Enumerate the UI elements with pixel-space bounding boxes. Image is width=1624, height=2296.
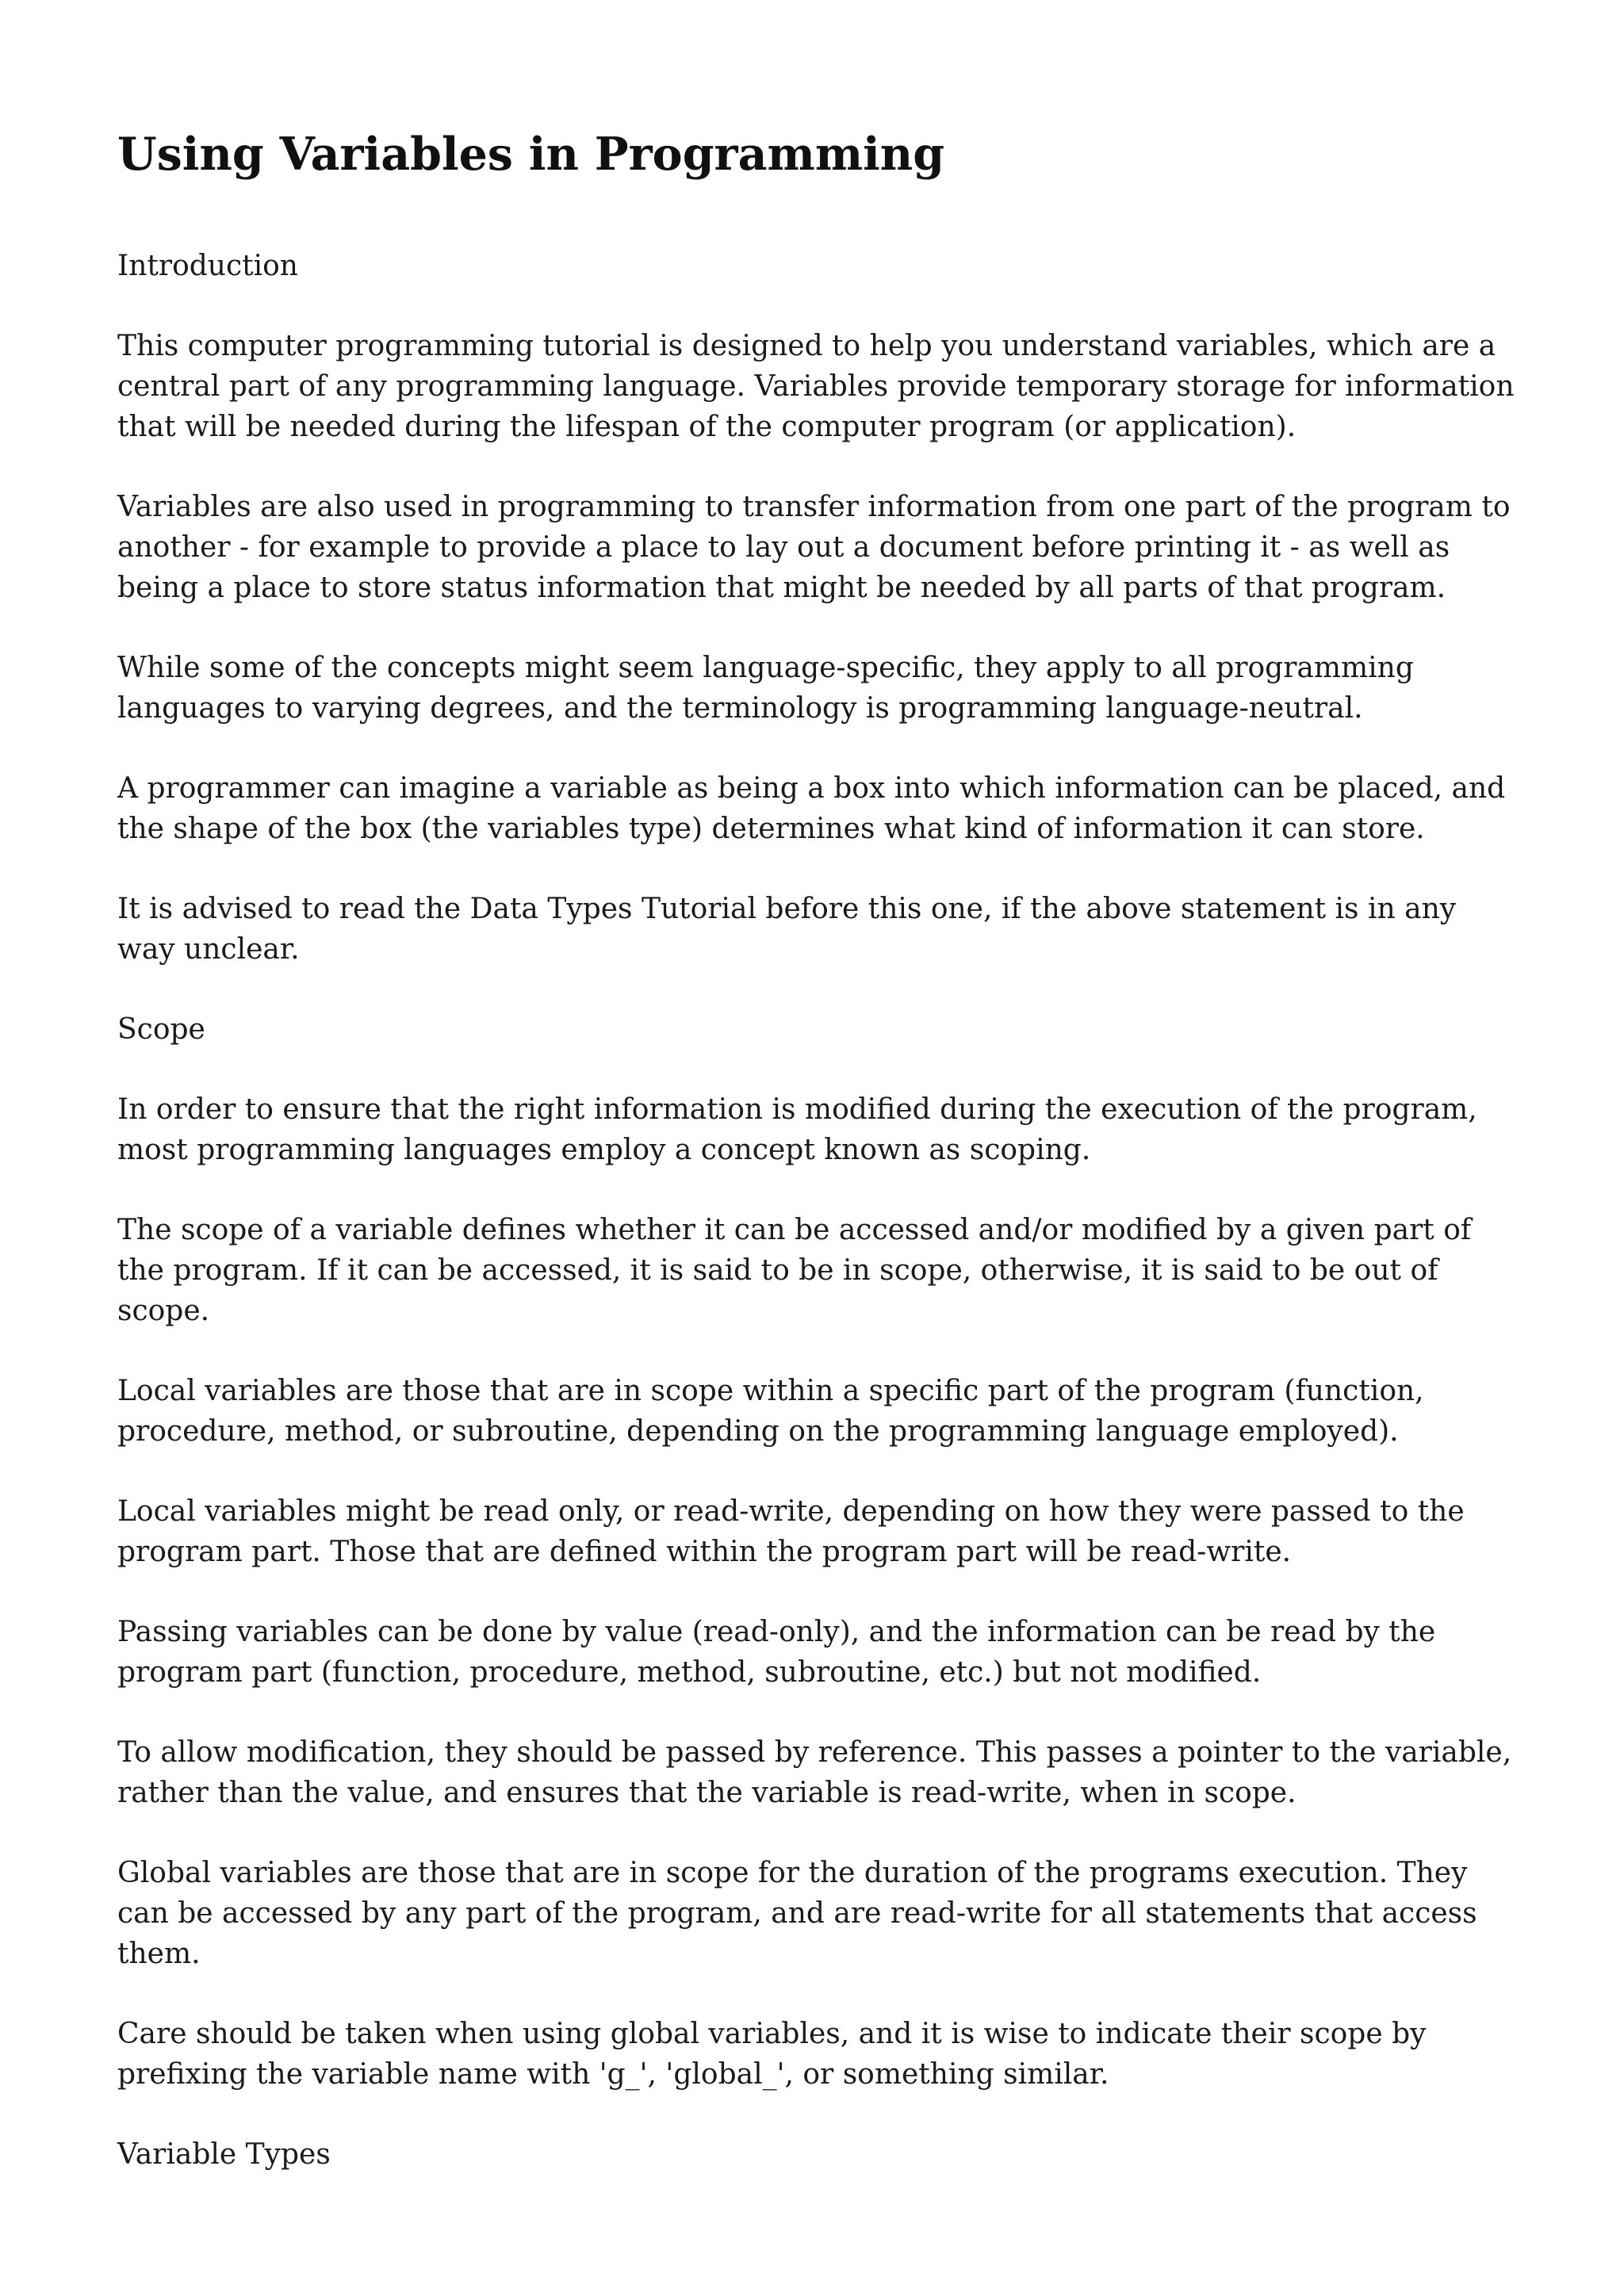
paragraph: It is advised to read the Data Types Tutorial before this one, if the above statement is in any way unclear.: [117, 893, 1457, 966]
section-heading: Variable Types: [117, 2138, 331, 2171]
paragraph: Local variables are those that are in scope within a specific part of the program (function, procedure, method, or subroutine, depending on the programming language employed).: [117, 1375, 1424, 1448]
section-heading: Scope: [117, 1013, 205, 1046]
paragraph: This computer programming tutorial is designed to help you understand variables, which are a central part of any programming language. Variables provide temporary storage for information that will be needed during the lifespan of the computer program (or application).: [117, 330, 1515, 443]
document-title: Using Variables in Programming: [117, 128, 945, 181]
document-body: [117, 246, 1521, 2175]
paragraph: Variables are also used in programming to transfer information from one part of the program to another - for example to provide a place to lay out a document before printing it - as well as being a place to store status information that might be needed by all parts of that program.: [117, 491, 1511, 604]
paragraph: Local variables might be read only, or read-write, depending on how they were passed to the program part. Those that are defined within the program part will be read-write.: [117, 1495, 1465, 1568]
paragraph: Passing variables can be done by value (read-only), and the information can be read by the program part (function, procedure, method, subroutine, etc.) but not modified.: [117, 1616, 1436, 1689]
paragraph: To allow modification, they should be passed by reference. This passes a pointer to the variable, rather than the value, and ensures that the variable is read-write, when in scope.: [117, 1736, 1512, 1809]
paragraph: In order to ensure that the right information is modified during the execution of the program, most programming languages employ a concept known as scoping.: [117, 1093, 1477, 1166]
paragraph: Global variables are those that are in scope for the duration of the programs execution. They can be accessed by any part of the program, and are read-write for all statements that access them.: [117, 1857, 1477, 1970]
section-scope: [117, 1009, 1521, 2095]
paragraph: A programmer can imagine a variable as being a box into which information can be placed, and the shape of the box (the variables type) determines what kind of information it can store.: [117, 772, 1506, 845]
section-variable-types: [117, 2134, 1521, 2175]
section-heading: Introduction: [117, 250, 298, 282]
section-introduction: [117, 246, 1521, 970]
paragraph: The scope of a variable defines whether it can be accessed and/or modified by a given part of the program. If it can be accessed, it is said to be in scope, otherwise, it is said to be out of scope.: [117, 1214, 1472, 1327]
paragraph: Care should be taken when using global variables, and it is wise to indicate their scope by prefixing the variable name with 'g_', 'global_', or something similar.: [117, 2018, 1427, 2091]
paragraph: While some of the concepts might seem language-specific, they apply to all programming languages to varying degrees, and the terminology is programming language-neutral.: [117, 652, 1414, 725]
